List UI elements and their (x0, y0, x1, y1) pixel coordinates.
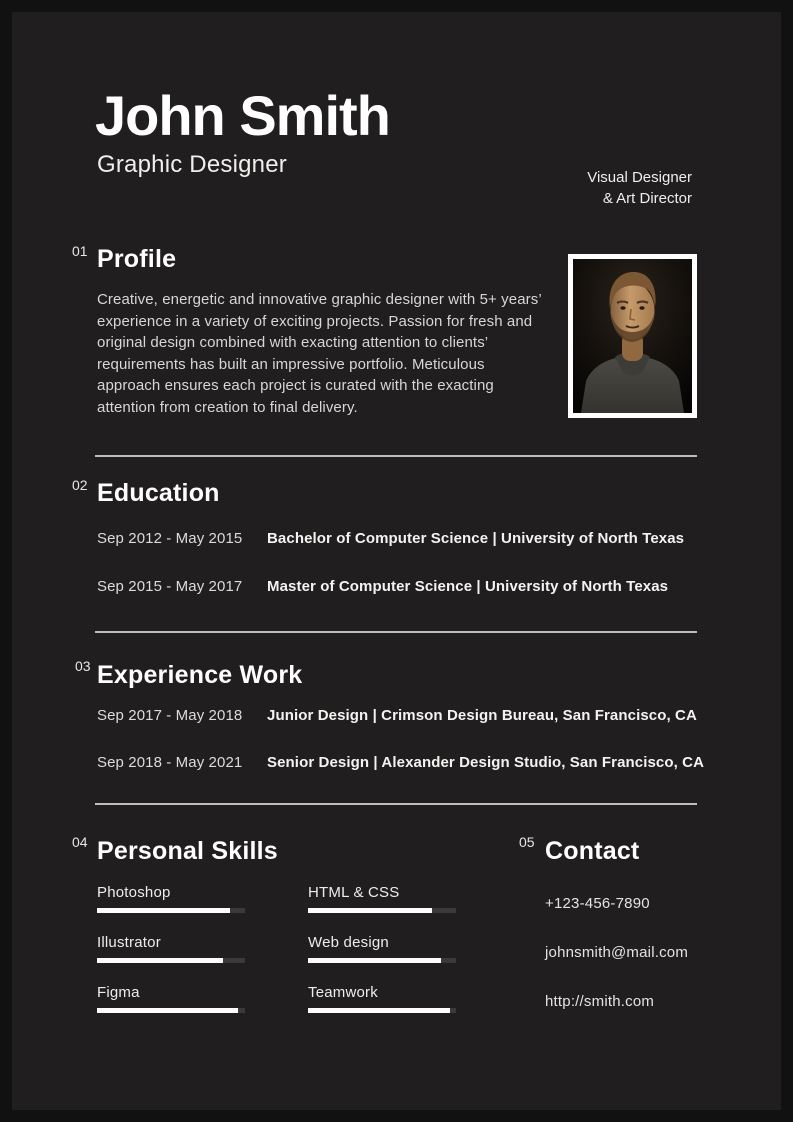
skill-item (308, 984, 456, 1013)
skill-label: Photoshop (97, 884, 171, 901)
section-divider (95, 803, 697, 805)
role-tagline (587, 167, 692, 209)
profile-summary: Creative, energetic and innovative graphic designer with 5+ years’ experience in a variety of exciting projects. Passion for fresh and original design combined with exacting attention to clients’ requirements has built an impressive portfolio. Meticulous approach ensures each project is curated with the exacting attention from creation to final delivery. (97, 291, 542, 416)
experience-detail: Junior Design | Crimson Design Bureau, San Francisco, CA (267, 707, 697, 724)
skill-bar-track (97, 908, 245, 913)
section-divider (95, 455, 697, 457)
skill-bar-fill (97, 1008, 238, 1013)
skill-label: Web design (308, 934, 389, 951)
role-tagline-line1: Visual Designer (587, 169, 692, 186)
contact-phone: +123-456-7890 (545, 895, 650, 912)
skill-bar-track (97, 958, 245, 963)
section-title-experience: Experience Work (97, 661, 303, 689)
role-tagline-line2: & Art Director (602, 190, 692, 207)
person-title: Graphic Designer (97, 151, 287, 178)
section-title-profile: Profile (97, 245, 177, 273)
education-detail: Bachelor of Computer Science | University of North Texas (267, 530, 685, 547)
education-row (97, 530, 717, 547)
skill-bar-track (308, 958, 456, 963)
skills-grid (97, 884, 456, 1013)
section-number-experience: 03 (75, 658, 91, 674)
skill-label: Teamwork (308, 984, 378, 1001)
section-title-skills: Personal Skills (97, 837, 278, 865)
skill-label: Figma (97, 984, 140, 1001)
experience-row (97, 754, 717, 771)
skill-bar-fill (97, 908, 230, 913)
contact-website: http://smith.com (545, 993, 655, 1010)
skill-label: Illustrator (97, 934, 161, 951)
skill-bar-track (97, 1008, 245, 1013)
experience-detail: Senior Design | Alexander Design Studio, San Francisco, CA (267, 754, 705, 771)
education-dates: Sep 2015 - May 2017 (97, 578, 243, 595)
education-dates: Sep 2012 - May 2015 (97, 530, 243, 547)
skill-bar-fill (97, 958, 223, 963)
skill-item (97, 984, 245, 1013)
experience-dates: Sep 2018 - May 2021 (97, 754, 243, 771)
skill-bar-track (308, 908, 456, 913)
skill-bar-track (308, 1008, 456, 1013)
section-number-profile: 01 (72, 243, 88, 259)
portrait-illustration (573, 259, 692, 413)
skill-item (97, 884, 245, 913)
education-row (97, 578, 717, 595)
section-title-contact: Contact (545, 837, 640, 865)
section-number-contact: 05 (519, 834, 535, 850)
section-number-education: 02 (72, 477, 88, 493)
experience-row (97, 707, 717, 724)
section-divider (95, 631, 697, 633)
section-title-education: Education (97, 479, 220, 507)
skill-item (97, 934, 245, 963)
person-name: John Smith (95, 84, 390, 147)
contact-email: johnsmith@mail.com (545, 944, 689, 961)
profile-photo (568, 254, 697, 418)
skill-item (308, 884, 456, 913)
skill-bar-fill (308, 908, 432, 913)
skill-bar-fill (308, 958, 441, 963)
education-detail: Master of Computer Science | University of North Texas (267, 578, 669, 595)
skill-label: HTML & CSS (308, 884, 400, 901)
skill-item (308, 934, 456, 963)
section-number-skills: 04 (72, 834, 88, 850)
skill-bar-fill (308, 1008, 450, 1013)
experience-dates: Sep 2017 - May 2018 (97, 707, 243, 724)
